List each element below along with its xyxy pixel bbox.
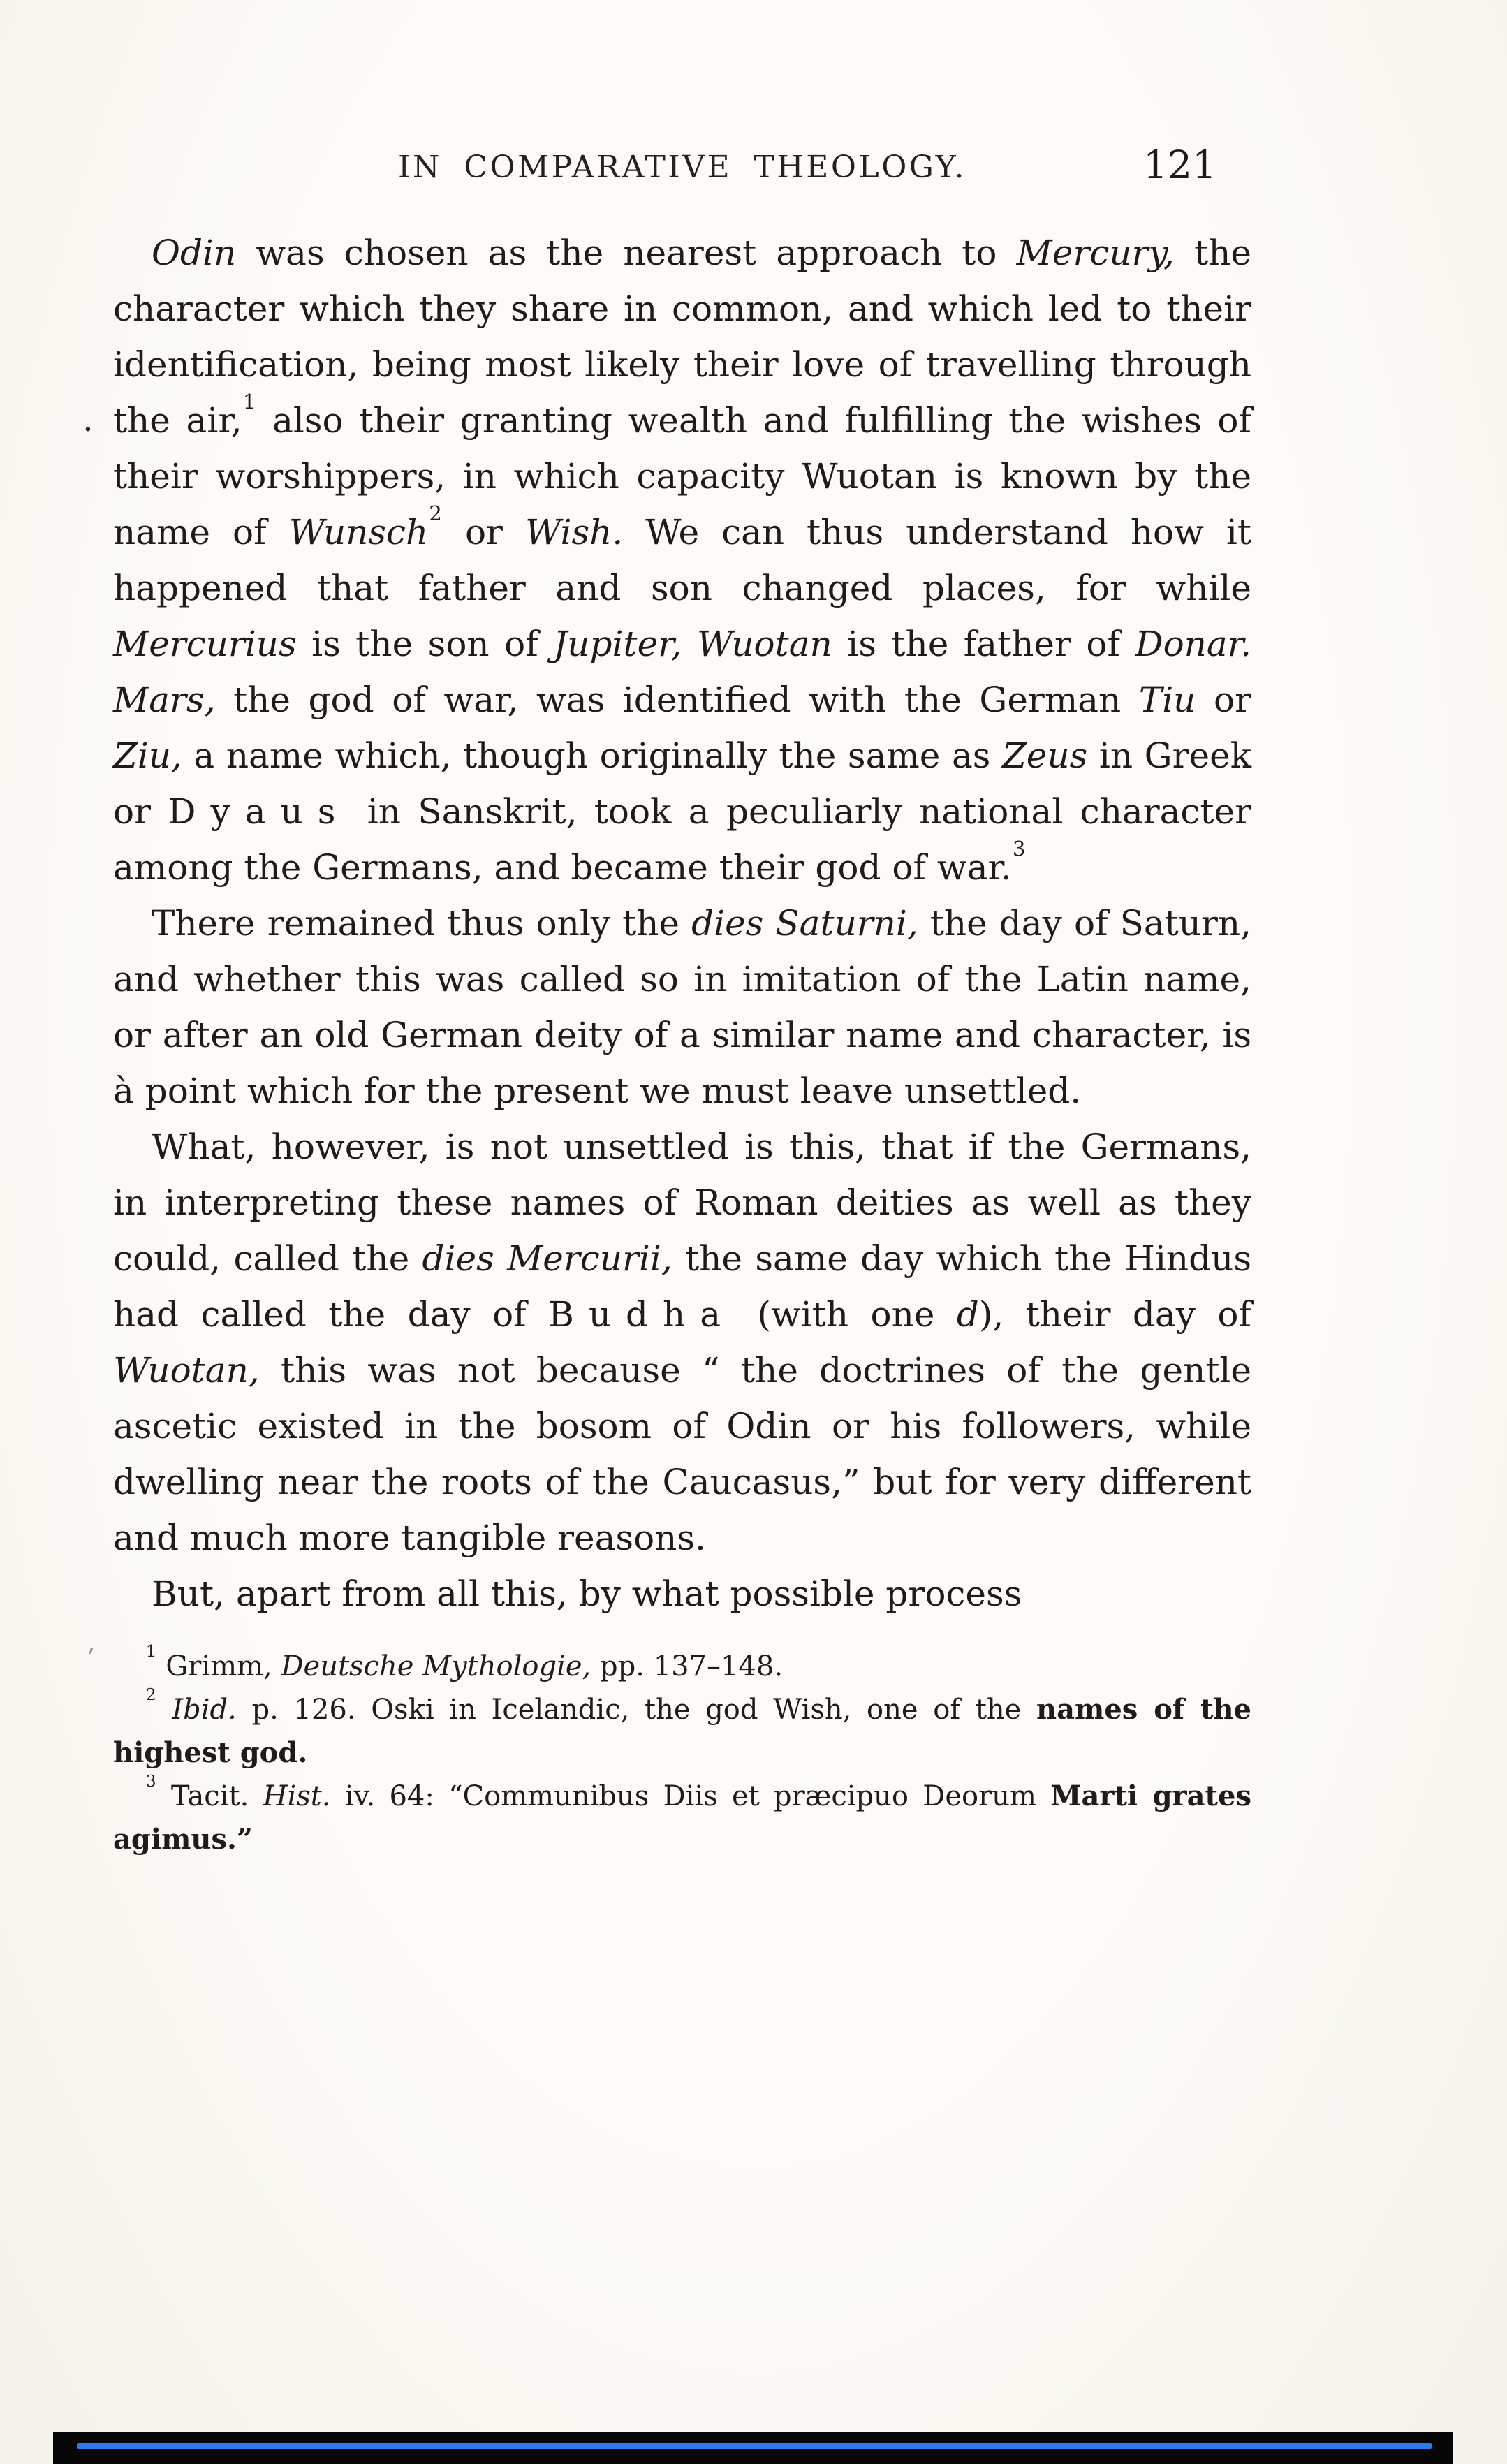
text-segment: or <box>442 512 525 552</box>
text-segment: names of the highest god. <box>113 1693 1252 1769</box>
text-segment: (with one <box>735 1294 957 1335</box>
text-segment: Odin <box>152 233 237 273</box>
footnote-3 <box>113 1771 1251 1861</box>
text-segment: But, apart from all this, by what possible process <box>152 1574 1022 1614</box>
text-segment <box>682 624 697 664</box>
footnote-reference: 1 <box>145 1641 156 1661</box>
text-segment: Mercury, <box>1016 233 1175 273</box>
text-segment: d <box>956 1294 979 1335</box>
text-segment: Hist. <box>263 1780 331 1812</box>
text-segment: Mars, <box>113 680 216 720</box>
footnote-reference: 1 <box>242 390 256 414</box>
footnote-reference: 3 <box>1012 837 1026 861</box>
footnote-reference: 2 <box>145 1685 156 1704</box>
scan-edge-artifact <box>53 2432 1453 2464</box>
footnote-2 <box>113 1685 1252 1775</box>
footnote-reference: 3 <box>145 1771 156 1791</box>
text-segment: the day of Saturn, and whether this was called so in imitation of the Latin name, or after an old German deity of a similar name and character, is à point which for the present we must leave unsettled. <box>113 903 1251 1111</box>
text-segment: dies Mercurii, <box>422 1238 672 1279</box>
paragraph-1 <box>113 225 1251 895</box>
text-segment: Jupiter, <box>553 624 682 664</box>
paragraph-4 <box>113 1566 1251 1622</box>
text-segment: also their granting wealth and fulfilling the wishes of their worshippers, in which capacity Wuotan is known by the name of <box>113 400 1251 552</box>
text-segment: Dyaus <box>168 791 351 832</box>
stray-ink-mark: . <box>82 399 94 439</box>
paragraph-2 <box>113 895 1251 1119</box>
text-segment: in Greek or <box>113 735 1251 832</box>
text-segment: We can thus understand how it happened that father and son changed places, for while <box>113 512 1252 608</box>
text-segment: Wish. <box>524 512 624 552</box>
text-segment: Tacit. <box>156 1780 263 1812</box>
text-segment: this was not because “ the doctrines of the gentle ascetic existed in the bosom of Odin or his followers, while dwelling near the roots of the Caucasus,” but for very different and much more tangible reasons. <box>113 1350 1251 1558</box>
text-segment: p. 126. Oski in Icelandic, the god Wish, one of the <box>236 1694 1037 1726</box>
text-segment: is the son of <box>296 624 554 664</box>
footnotes <box>113 1641 1252 1861</box>
stray-margin-mark: ’ <box>87 1643 96 1673</box>
page-title: IN COMPARATIVE THEOLOGY. <box>397 149 967 185</box>
text-segment: Zeus <box>1002 735 1088 776</box>
text-segment: the same day which the Hindus had called the day of <box>113 1238 1252 1335</box>
text-segment: Ziu, <box>113 735 182 776</box>
text-segment: ), their day of <box>978 1294 1252 1335</box>
text-segment: Wuotan <box>696 624 832 664</box>
text-segment: Wuotan, <box>113 1350 260 1391</box>
footnote-reference: 2 <box>429 501 442 526</box>
text-segment: iv. 64: “Communibus Diis et præcipuo Deorum <box>330 1780 1051 1812</box>
text-segment: What, however, is not unsettled is this, that if the Germans, in interpreting these names of Roman deities as well as they could, called the <box>113 1127 1251 1279</box>
text-segment: Marti grates agimus.” <box>113 1780 1251 1856</box>
text-segment: dies Saturni, <box>691 903 918 944</box>
scan-blue-line <box>77 2443 1432 2449</box>
text-segment <box>157 1694 172 1726</box>
text-segment: Tiu <box>1138 680 1196 720</box>
paragraph-3 <box>113 1119 1251 1566</box>
text-segment: is the father of <box>832 624 1135 664</box>
running-header <box>113 142 1251 200</box>
text-segment: the character which they share in common, and which led to their identification, being most likely their love of travelling through the air, <box>113 233 1251 441</box>
text-segment: Wunsch <box>288 512 429 552</box>
text-segment: pp. 137–148. <box>591 1650 784 1682</box>
page-number: 121 <box>1143 142 1216 187</box>
text-segment: Donar. <box>1135 624 1251 664</box>
text-segment: or <box>1196 680 1251 720</box>
text-segment: a name which, though originally the same as <box>182 735 1003 776</box>
text-segment: Ibid. <box>172 1694 237 1726</box>
text-segment: Budha <box>548 1294 736 1335</box>
text-segment: Grimm, <box>156 1650 281 1682</box>
text-segment: Mercurius <box>113 624 297 664</box>
text-segment: in Sanskrit, took a peculiarly national character among the Germans, and became their god of war. <box>113 791 1251 888</box>
text-segment: was chosen as the nearest approach to <box>236 233 1017 273</box>
page-body <box>113 225 1251 1861</box>
text-segment: There remained thus only the <box>152 903 692 944</box>
text-segment: Deutsche Mythologie, <box>281 1650 591 1682</box>
footnote-1 <box>113 1641 1251 1688</box>
text-segment: the god of war, was identified with the German <box>215 680 1139 720</box>
